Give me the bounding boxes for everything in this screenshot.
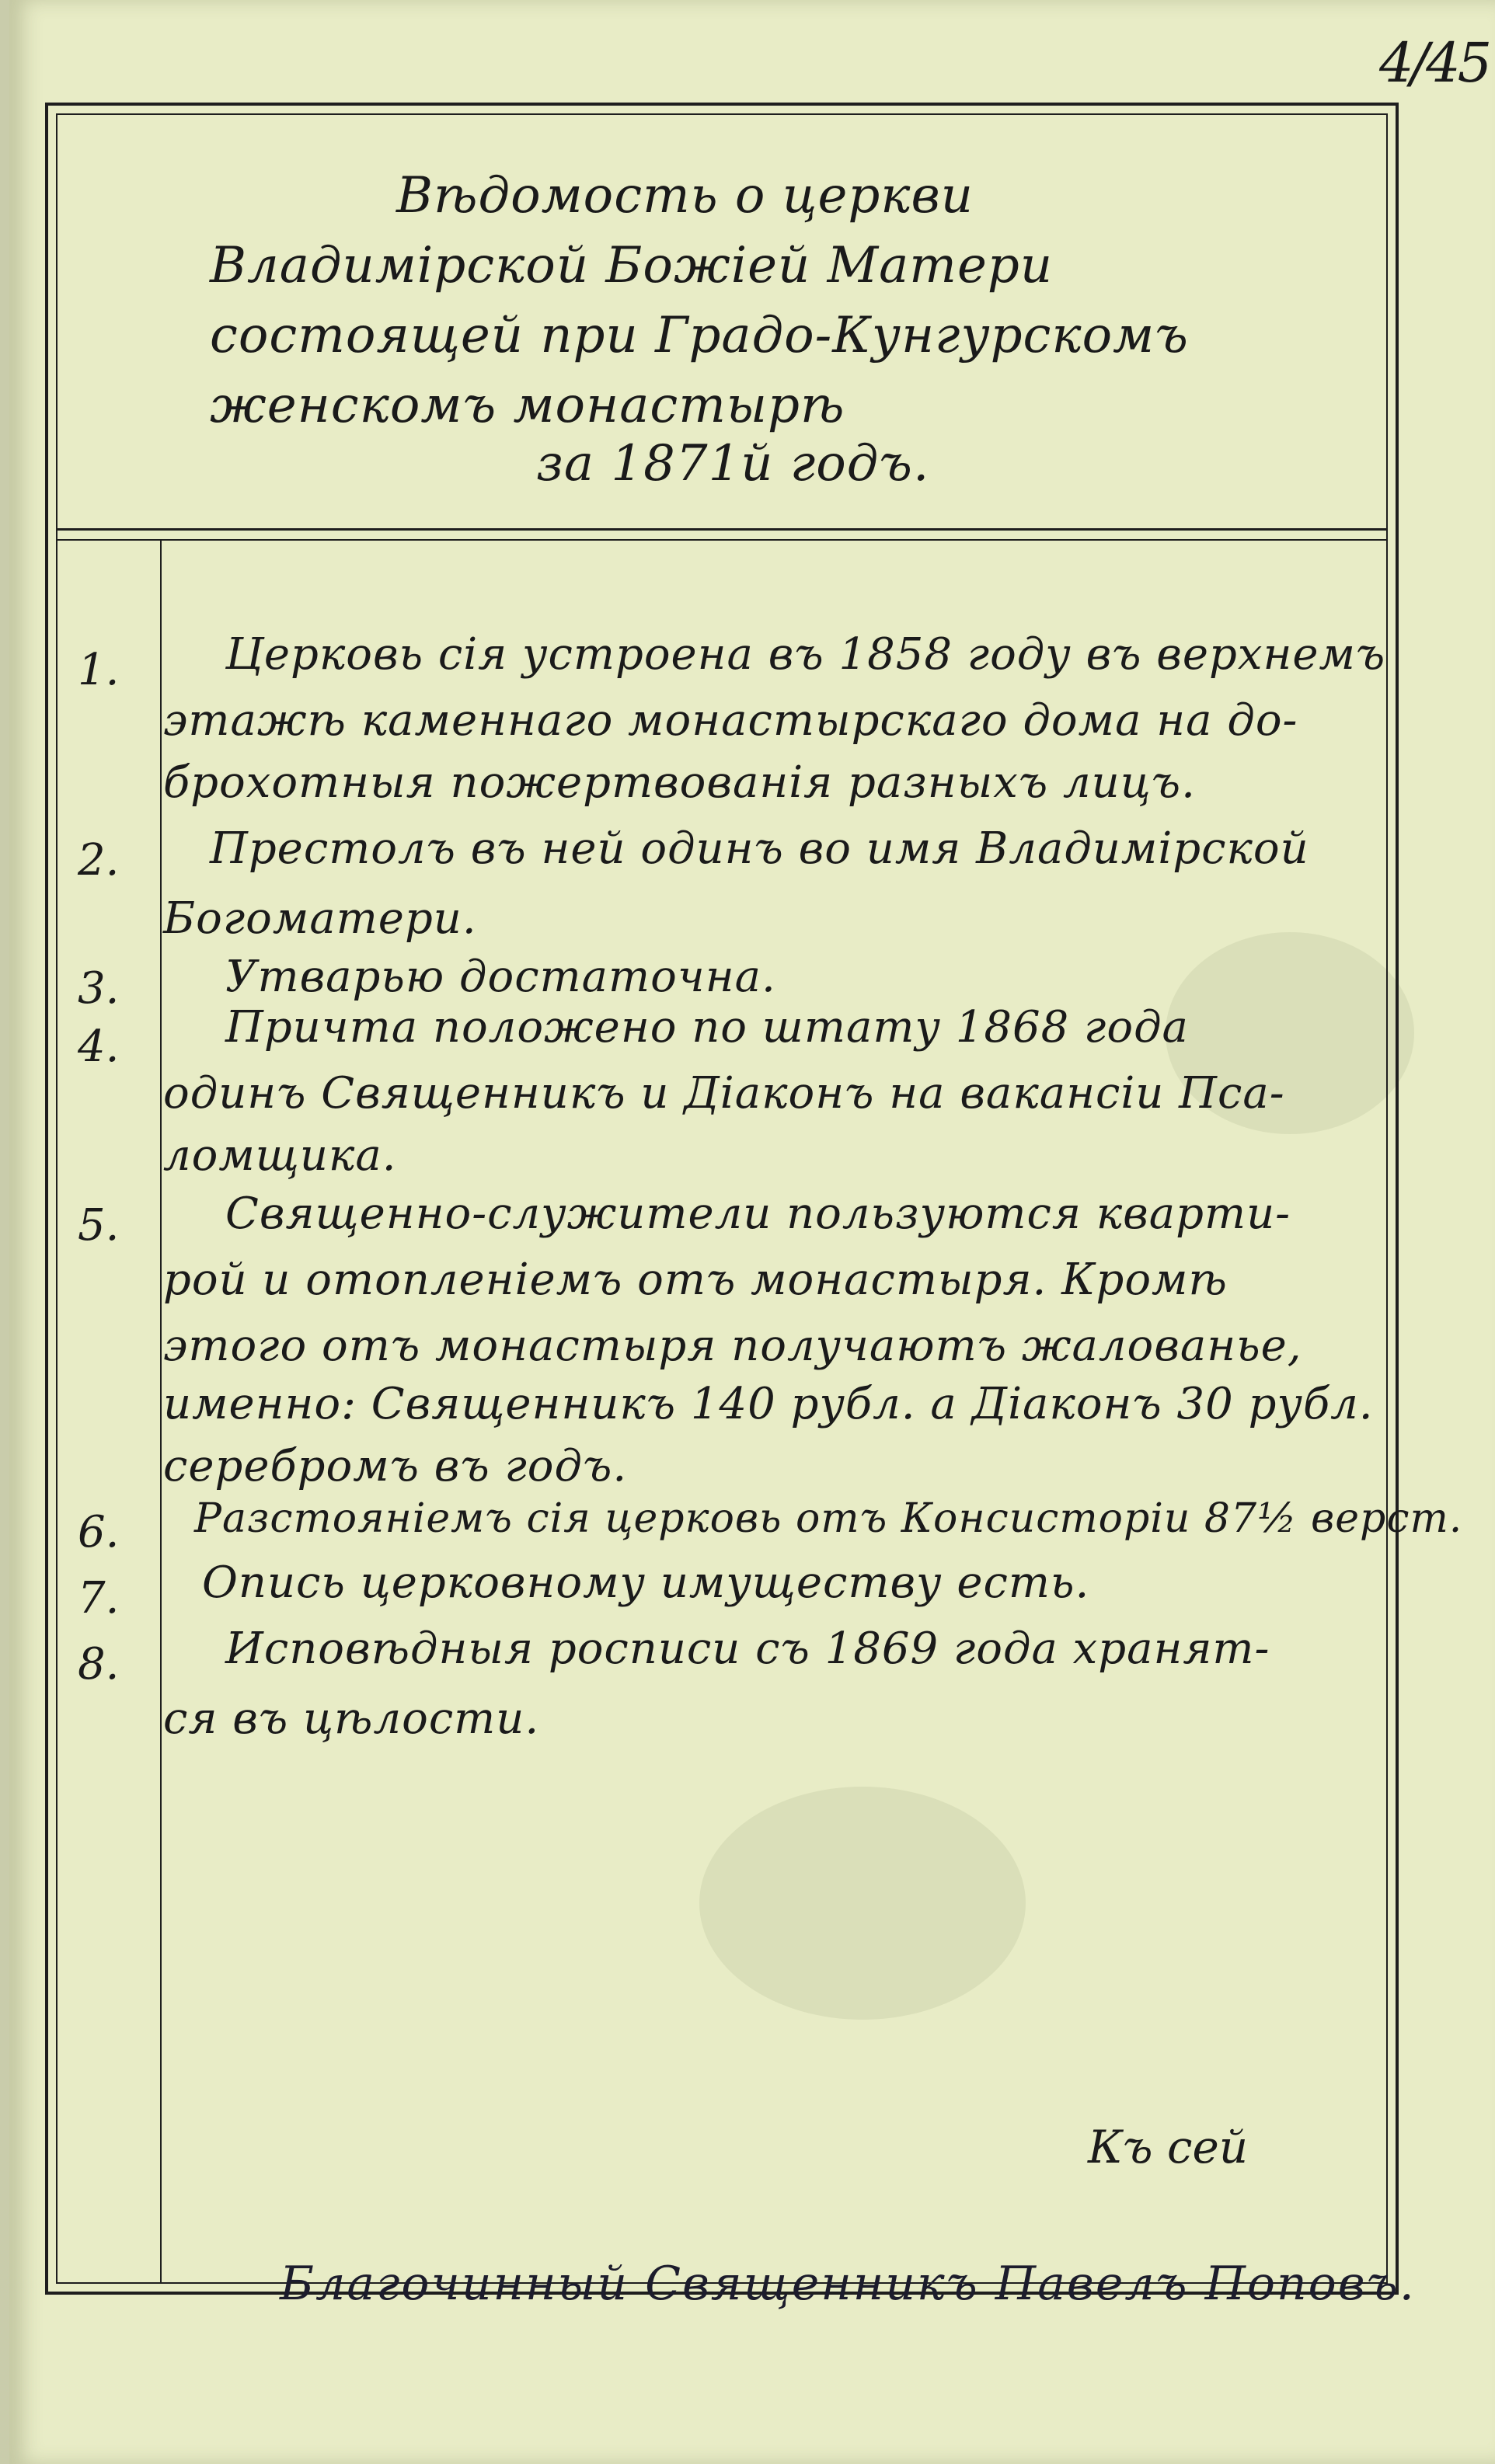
item-number: 8. (78, 1639, 120, 1690)
item-number: 1. (78, 645, 120, 695)
item-number: 3. (78, 963, 120, 1014)
item-number: 6. (78, 1507, 120, 1557)
item-text-line: этажѣ каменнаго монастырскаго дома на до- (163, 695, 1298, 746)
item-text-line: Церковь сія устроена въ 1858 году въ верхнемъ (225, 629, 1386, 680)
item-number: 2. (78, 835, 120, 886)
item-text-line: Опись церковному имуществу есть. (202, 1557, 1090, 1608)
item-number: 7. (78, 1573, 120, 1624)
signature-line: Благочинный Священникъ Павелъ Поповъ. (280, 2257, 1416, 2311)
header-divider-double (56, 539, 1388, 541)
header-divider (56, 528, 1388, 531)
title-line: Владимірской Божіей Матери (210, 237, 1054, 294)
item-number: 4. (78, 1021, 120, 1072)
title-line: женскомъ монастырѣ (210, 377, 845, 434)
item-text-line: одинъ Священникъ и Діаконъ на вакансіи Пса- (163, 1068, 1285, 1119)
title-line: состоящей при Градо-Кунгурскомъ (210, 307, 1189, 364)
number-column-rule (160, 539, 162, 2284)
item-text-line: ломщика. (163, 1130, 397, 1181)
title-year-line: за 1871й годъ. (536, 435, 930, 492)
item-text-line: Утварью достаточна. (225, 952, 776, 1002)
item-text-line: серебромъ въ годъ. (163, 1441, 628, 1491)
item-text-line: именно: Священникъ 140 рубл. а Діаконъ 30 рубл. (163, 1379, 1374, 1429)
folio-number: 4/45 (1379, 31, 1490, 95)
item-text-line: Исповѣдныя росписи съ 1869 года хранят- (225, 1624, 1270, 1674)
item-text-line: рой и отопленіемъ отъ монастыря. Кромѣ (163, 1255, 1228, 1305)
item-text-line: брохотныя пожертвованія разныхъ лицъ. (163, 757, 1196, 808)
title-line: Вѣдомость о церкви (396, 167, 974, 224)
item-text-line: Священно-служители пользуются кварти- (225, 1188, 1291, 1239)
item-number: 5. (78, 1200, 120, 1251)
item-text-line: Престолъ въ ней одинъ во имя Владимірской (210, 823, 1309, 874)
item-text-line: этого отъ монастыря получаютъ жалованье, (163, 1321, 1302, 1371)
item-text-line: Разстояніемъ сія церковь отъ Консисторіи 87½ верст. (194, 1495, 1463, 1542)
item-text-line: ся въ цѣлости. (163, 1693, 540, 1744)
closing-note: Къ сей (1088, 2121, 1249, 2173)
item-text-line: Причта положено по штату 1868 года (225, 1002, 1189, 1053)
item-text-line: Богоматери. (163, 893, 477, 944)
